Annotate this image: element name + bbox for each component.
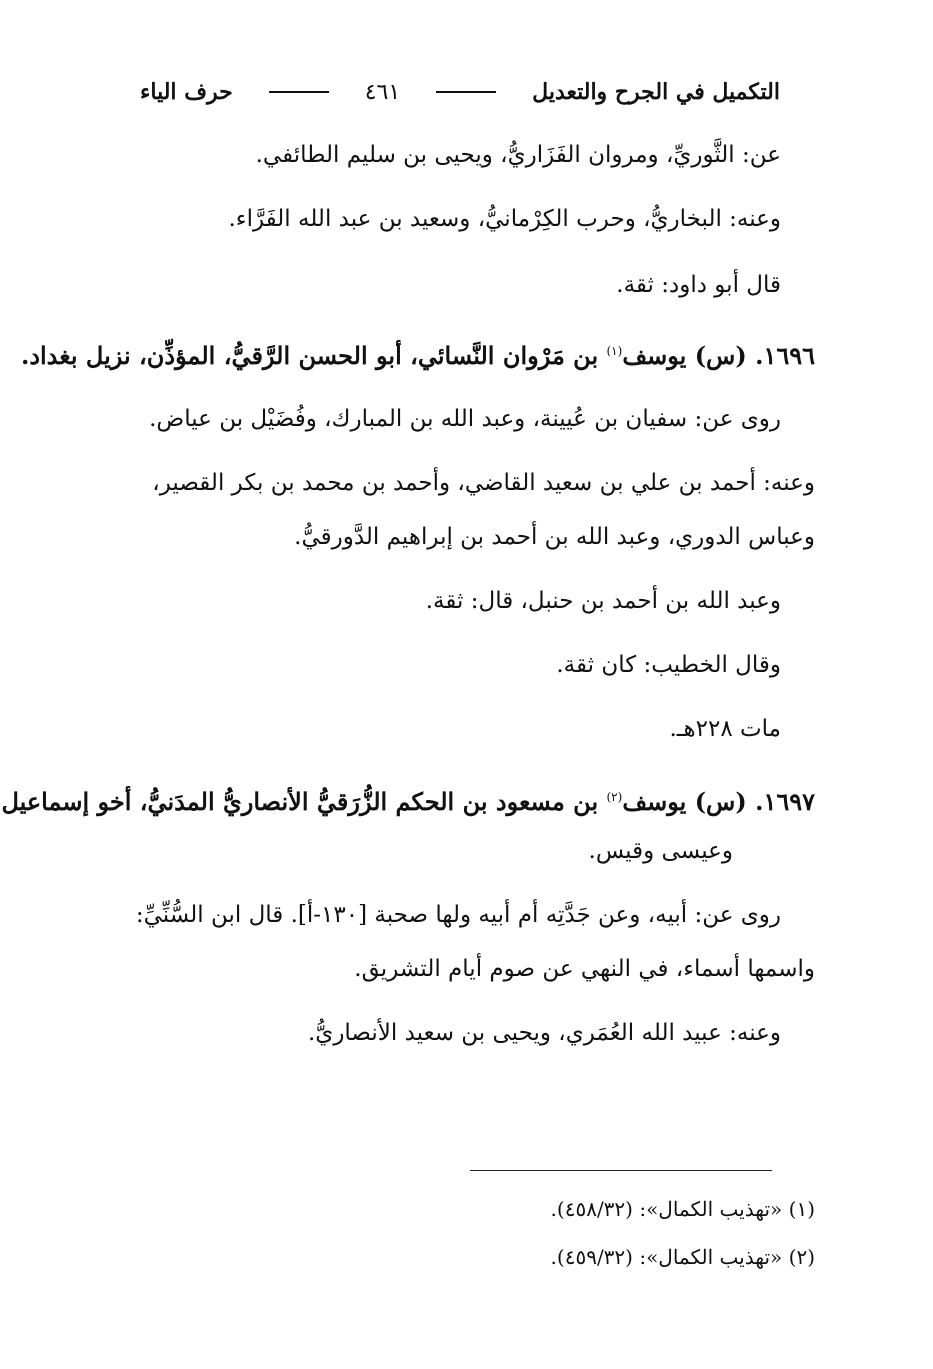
entry-tag: (س) يوسف bbox=[622, 341, 747, 370]
entry-1697-heading bbox=[1, 780, 815, 820]
text-line: وعبد الله بن أحمد بن حنبل، قال: ثقة. bbox=[425, 588, 781, 614]
footnote-1: (١) «تهذيب الكمال»: (٤٥٨/٣٢). bbox=[550, 1197, 815, 1221]
text-line: وعيسى وقيس. bbox=[588, 838, 733, 864]
text-line: وعنه: البخاريُّ، وحرب الكِرْمانيُّ، وسعيد بن عبد الله الفَرَّاء. bbox=[228, 206, 781, 232]
footnote-ref: (١) bbox=[606, 344, 623, 358]
text-line: وعنه: عبيد الله العُمَري، ويحيى بن سعيد الأنصاريُّ. bbox=[308, 1020, 781, 1046]
page-number: ٤٦١ bbox=[364, 79, 401, 105]
text-line: عن: الثَّوريِّ، ومروان الفَزَاريُّ، ويحيى بن سليم الطائفي. bbox=[255, 142, 781, 168]
footnote-separator bbox=[470, 1170, 772, 1171]
entry-number: ١٦٩٧. bbox=[755, 787, 815, 816]
text-line: وقال الخطيب: كان ثقة. bbox=[556, 652, 781, 678]
text-line: وعباس الدوري، وعبد الله بن أحمد بن إبراهيم الدَّورقيُّ. bbox=[294, 524, 815, 550]
entry-number: ١٦٩٦. bbox=[755, 341, 815, 370]
text-line: وعنه: أحمد بن علي بن سعيد القاضي، وأحمد بن محمد بن بكر القصير، bbox=[152, 470, 815, 496]
text-line: واسمها أسماء، في النهي عن صوم أيام التشريق. bbox=[354, 956, 815, 982]
entry-tag: (س) يوسف bbox=[622, 787, 747, 816]
book-title: التكميل في الجرح والتعديل bbox=[532, 79, 780, 105]
text-line: روى عن: سفيان بن عُيينة، وعبد الله بن المبارك، وفُضَيْل بن عياض. bbox=[149, 406, 781, 432]
text-line: روى عن: أبيه، وعن جَدَّتِه أم أبيه ولها صحبة [١٣٠-أ]. قال ابن السُّنِّيِّ: bbox=[135, 902, 781, 928]
entry-name: بن مَرْوان النَّسائي، أبو الحسن الرَّقيُّ، المؤذِّن، نزيل بغداد. bbox=[20, 341, 599, 370]
chapter-title: حرف الياء bbox=[140, 79, 233, 105]
text-line: قال أبو داود: ثقة. bbox=[616, 272, 781, 298]
footnote-2: (٢) «تهذيب الكمال»: (٤٥٩/٣٢). bbox=[550, 1245, 815, 1269]
entry-1696-heading bbox=[21, 334, 815, 374]
running-header bbox=[140, 72, 780, 112]
footnote-ref: (٢) bbox=[606, 790, 623, 804]
entry-name: بن مسعود بن الحكم الزُّرَقيُّ الأنصاريُّ المدَنيُّ، أخو إسماعيل bbox=[1, 787, 599, 816]
text-line: مات ٢٢٨هـ. bbox=[669, 716, 781, 742]
